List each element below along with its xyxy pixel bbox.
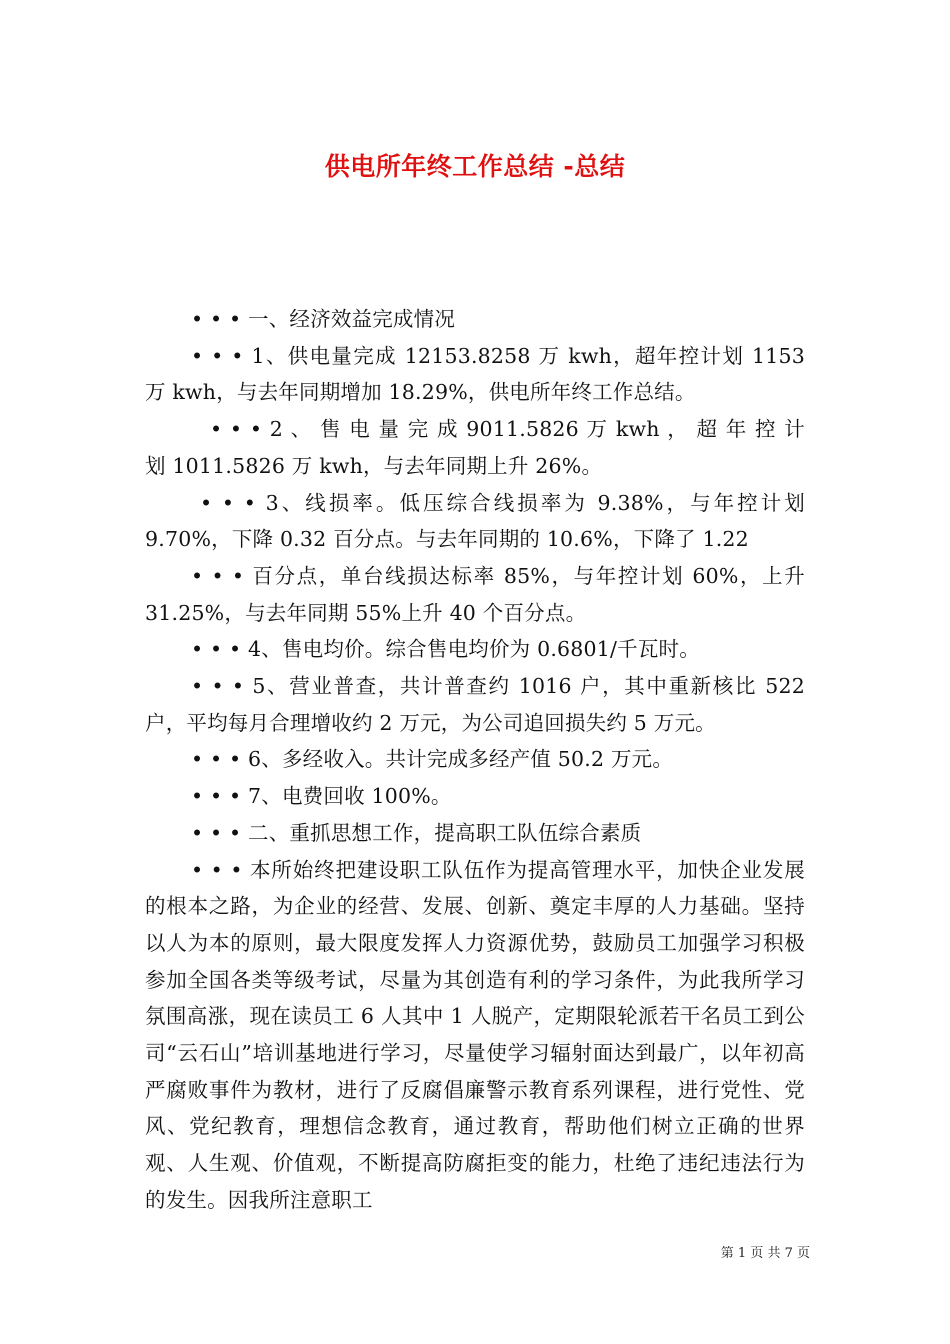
paragraph-power-sales: • • • 2 、 售 电 量 完 成 9011.5826 万 kwh ， 超 年 控 计 划 1011.5826 万 kwh，与去年同期上升 26%。 xyxy=(145,417,805,478)
document-body xyxy=(145,301,805,1219)
section-heading-economic-results: • • • 一、经济效益完成情况 xyxy=(191,307,456,331)
page-number-footer: 第 1 页 共 7 页 xyxy=(720,1246,810,1261)
paragraph-staff-development: • • • 本所始终把建设职工队伍作为提高管理水平，加快企业发展的根本之路，为企业的经营、发展、创新、奠定丰厚的人力基础。坚持以人为本的原则，最大限度发挥人力资源优势，鼓励员工加强学习积极参加全国各类等级考试，尽量为其创造有利的学习条件，为此我所学习氛围高涨，现在读员工 6 人其中 1 人脱产，定期限轮派若干名员工到公司“云石山”培训基地进行学习，尽量使学习辐射面达到最广，以年初高严腐败事件为教材，进行了反腐倡廉警示教育系列课程，进行党性、党风、党纪教育，理想信念教育，通过教育，帮助他们树立正确的世界观、人生观、价值观，不断提高防腐拒变的能力，杜绝了违纪违法行为的发生。因我所注意职工 xyxy=(145,857,805,1212)
paragraph-line-loss-rate: • • • 3、线损率。低压综合线损率为 9.38%，与年控计划 9.70%，下降 0.32 百分点。与去年同期的 10.6%，下降了 1.22 xyxy=(145,490,805,552)
paragraph-average-price: • • • 4、售电均价。综合售电均价为 0.6801/千瓦时。 xyxy=(191,637,700,662)
paragraph-diversified-income: • • • 6、多经收入。共计完成多经产值 50.2 万元。 xyxy=(191,747,674,772)
document-title: 供电所年终工作总结 -总结 xyxy=(324,151,626,181)
paragraph-fee-recovery: • • • 7、电费回收 100%。 xyxy=(191,784,452,809)
paragraph-line-loss-compliance: • • • 百分点，单台线损达标率 85%，与年控计划 60%，上升 31.25%，与去年同期 55%上升 40 个百分点。 xyxy=(145,563,805,625)
paragraph-power-supply: • • • 1、供电量完成 12153.8258 万 kwh，超年控计划 1153 万 kwh，与去年同期增加 18.29%，供电所年终工作总结。 xyxy=(145,343,805,405)
paragraph-business-census: • • • 5、营业普查，共计普查约 1016 户，其中重新核比 522 户，平均每月合理增收约 2 万元，为公司追回损失约 5 万元。 xyxy=(145,674,805,735)
section-heading-staff-quality: • • • 二、重抓思想工作，提高职工队伍综合素质 xyxy=(191,820,642,845)
